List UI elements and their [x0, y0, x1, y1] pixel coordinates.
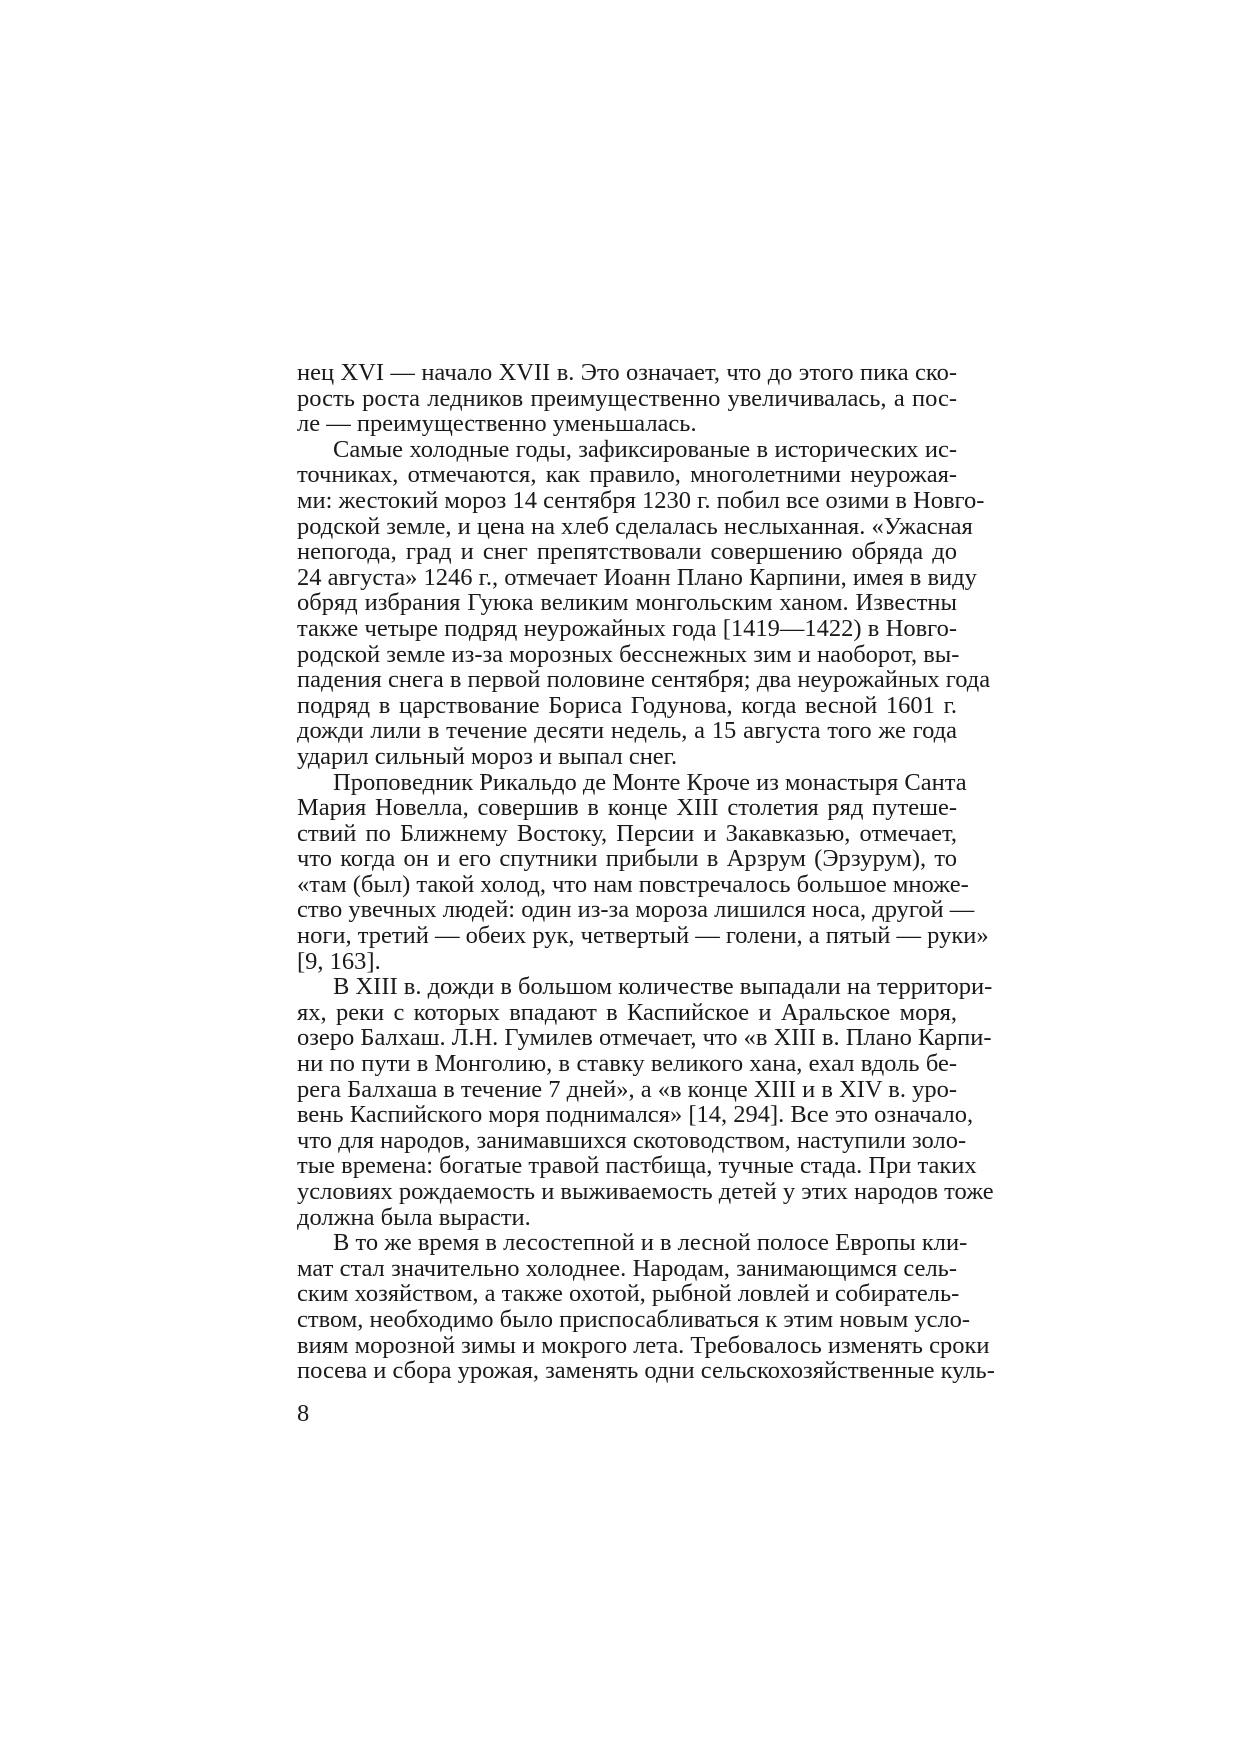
text-line: виям морозной зимы и мокрого лета. Требовалось изменять сроки [297, 1331, 990, 1359]
text-line: родской земле из-за морозных бесснежных зим и наоборот, вы- [297, 640, 960, 668]
paragraph [297, 360, 957, 437]
text-line: ударил сильный мороз и выпал снег. [297, 742, 678, 770]
text-line: Проповедник Рикальдо де Монте Кроче из монастыря Санта [333, 768, 967, 796]
text-line: Мария Новелла, совершив в конце XIII столетия ряд путеше- [297, 794, 957, 822]
text-line: нец XVI — начало XVII в. Это означает, что до этого пика ско- [297, 359, 957, 386]
text-line: ство увечных людей: один из-за мороза лишился носа, другой — [297, 896, 975, 924]
text-line: родской земле, и цена на хлеб сделалась неслыханная. «Ужасная [297, 512, 973, 540]
text-line: «там (был) такой холод, что нам повстречалось большое множе- [297, 870, 969, 898]
text-line: ноги, третий — обеих рук, четвертый — голени, а пятый — руки» [297, 922, 989, 950]
text-line: рега Балхаша в течение 7 дней», а «в конце XIII и в XIV в. уро- [297, 1075, 957, 1103]
text-line: В XIII в. дожди в большом количестве выпадали на территори- [333, 973, 993, 1001]
text-line: ни по пути в Монголию, в ставку великого хана, ехал вдоль бе- [297, 1050, 957, 1078]
text-line: должна была вырасти. [297, 1203, 531, 1231]
body-text [297, 359, 995, 1385]
text-line: ским хозяйством, а также охотой, рыбной ловлей и собиратель- [297, 1280, 960, 1308]
text-line: Самые холодные годы, зафиксированые в исторических ис- [333, 435, 957, 463]
text-line: падения снега в первой половине сентября; два неурожайных года [297, 666, 991, 694]
text-line: что для народов, занимавшихся скотоводством, наступили золо- [297, 1126, 967, 1154]
text-line: обряд избрания Гуюка великим монгольским ханом. Известны [297, 589, 957, 617]
text-line: ле — преимущественно уменьшалась. [297, 410, 697, 438]
text-line: озеро Балхаш. Л.Н. Гумилев отмечает, что «в XIII в. Плано Карпи- [297, 1024, 992, 1052]
text-line: ях, реки с которых впадают в Каспийское и Аральское моря, [297, 998, 957, 1026]
text-line: подряд в царствование Бориса Годунова, когда весной 1601 г. [297, 691, 957, 719]
text-line: ством, необходимо было приспосабливаться к этим новым усло- [297, 1305, 971, 1333]
text-line: ми: жестокий мороз 14 сентября 1230 г. побил все озими в Новго- [297, 486, 985, 514]
text-line: мат стал значительно холоднее. Народам, занимающимся сель- [297, 1254, 957, 1282]
paragraph [297, 1229, 995, 1385]
text-line: тые времена: богатые травой пастбища, тучные стада. При таких [297, 1152, 977, 1180]
text-line: условиях рождаемость и выживаемость детей у этих народов тоже [297, 1178, 994, 1205]
paragraph [297, 973, 994, 1231]
text-line: дожди лили в течение десяти недель, а 15 августа того же года [297, 717, 957, 745]
text-line: непогода, град и снег препятствовали совершению обряда до [297, 538, 957, 566]
text-line: рость роста ледников преимущественно увеличивалась, а пос- [297, 384, 957, 412]
text-line: 24 августа» 1246 г., отмечает Иоанн Плано Карпини, имея в виду [297, 563, 977, 591]
text-line: ствий по Ближнему Востоку, Персии и Закавказью, отмечает, [297, 819, 957, 847]
text-line: что когда он и его спутники прибыли в Арзрум (Эрзурум), то [297, 845, 957, 873]
text-line: [9, 163]. [297, 947, 381, 975]
text-line: В то же время в лесостепной и в лесной полосе Европы кли- [333, 1229, 968, 1257]
paragraph [297, 768, 989, 975]
paragraph [297, 435, 991, 770]
text-line: также четыре подряд неурожайных года [1419—1422) в Новго- [297, 614, 957, 642]
text-line: точниках, отмечаются, как правило, многолетними неурожая- [297, 461, 957, 489]
page-number: 8 [297, 1400, 310, 1427]
text-line: вень Каспийского моря поднимался» [14, 294]. Все это означало, [297, 1101, 974, 1129]
text-line: посева и сбора урожая, заменять одни сельскохозяйственные куль- [297, 1357, 995, 1385]
